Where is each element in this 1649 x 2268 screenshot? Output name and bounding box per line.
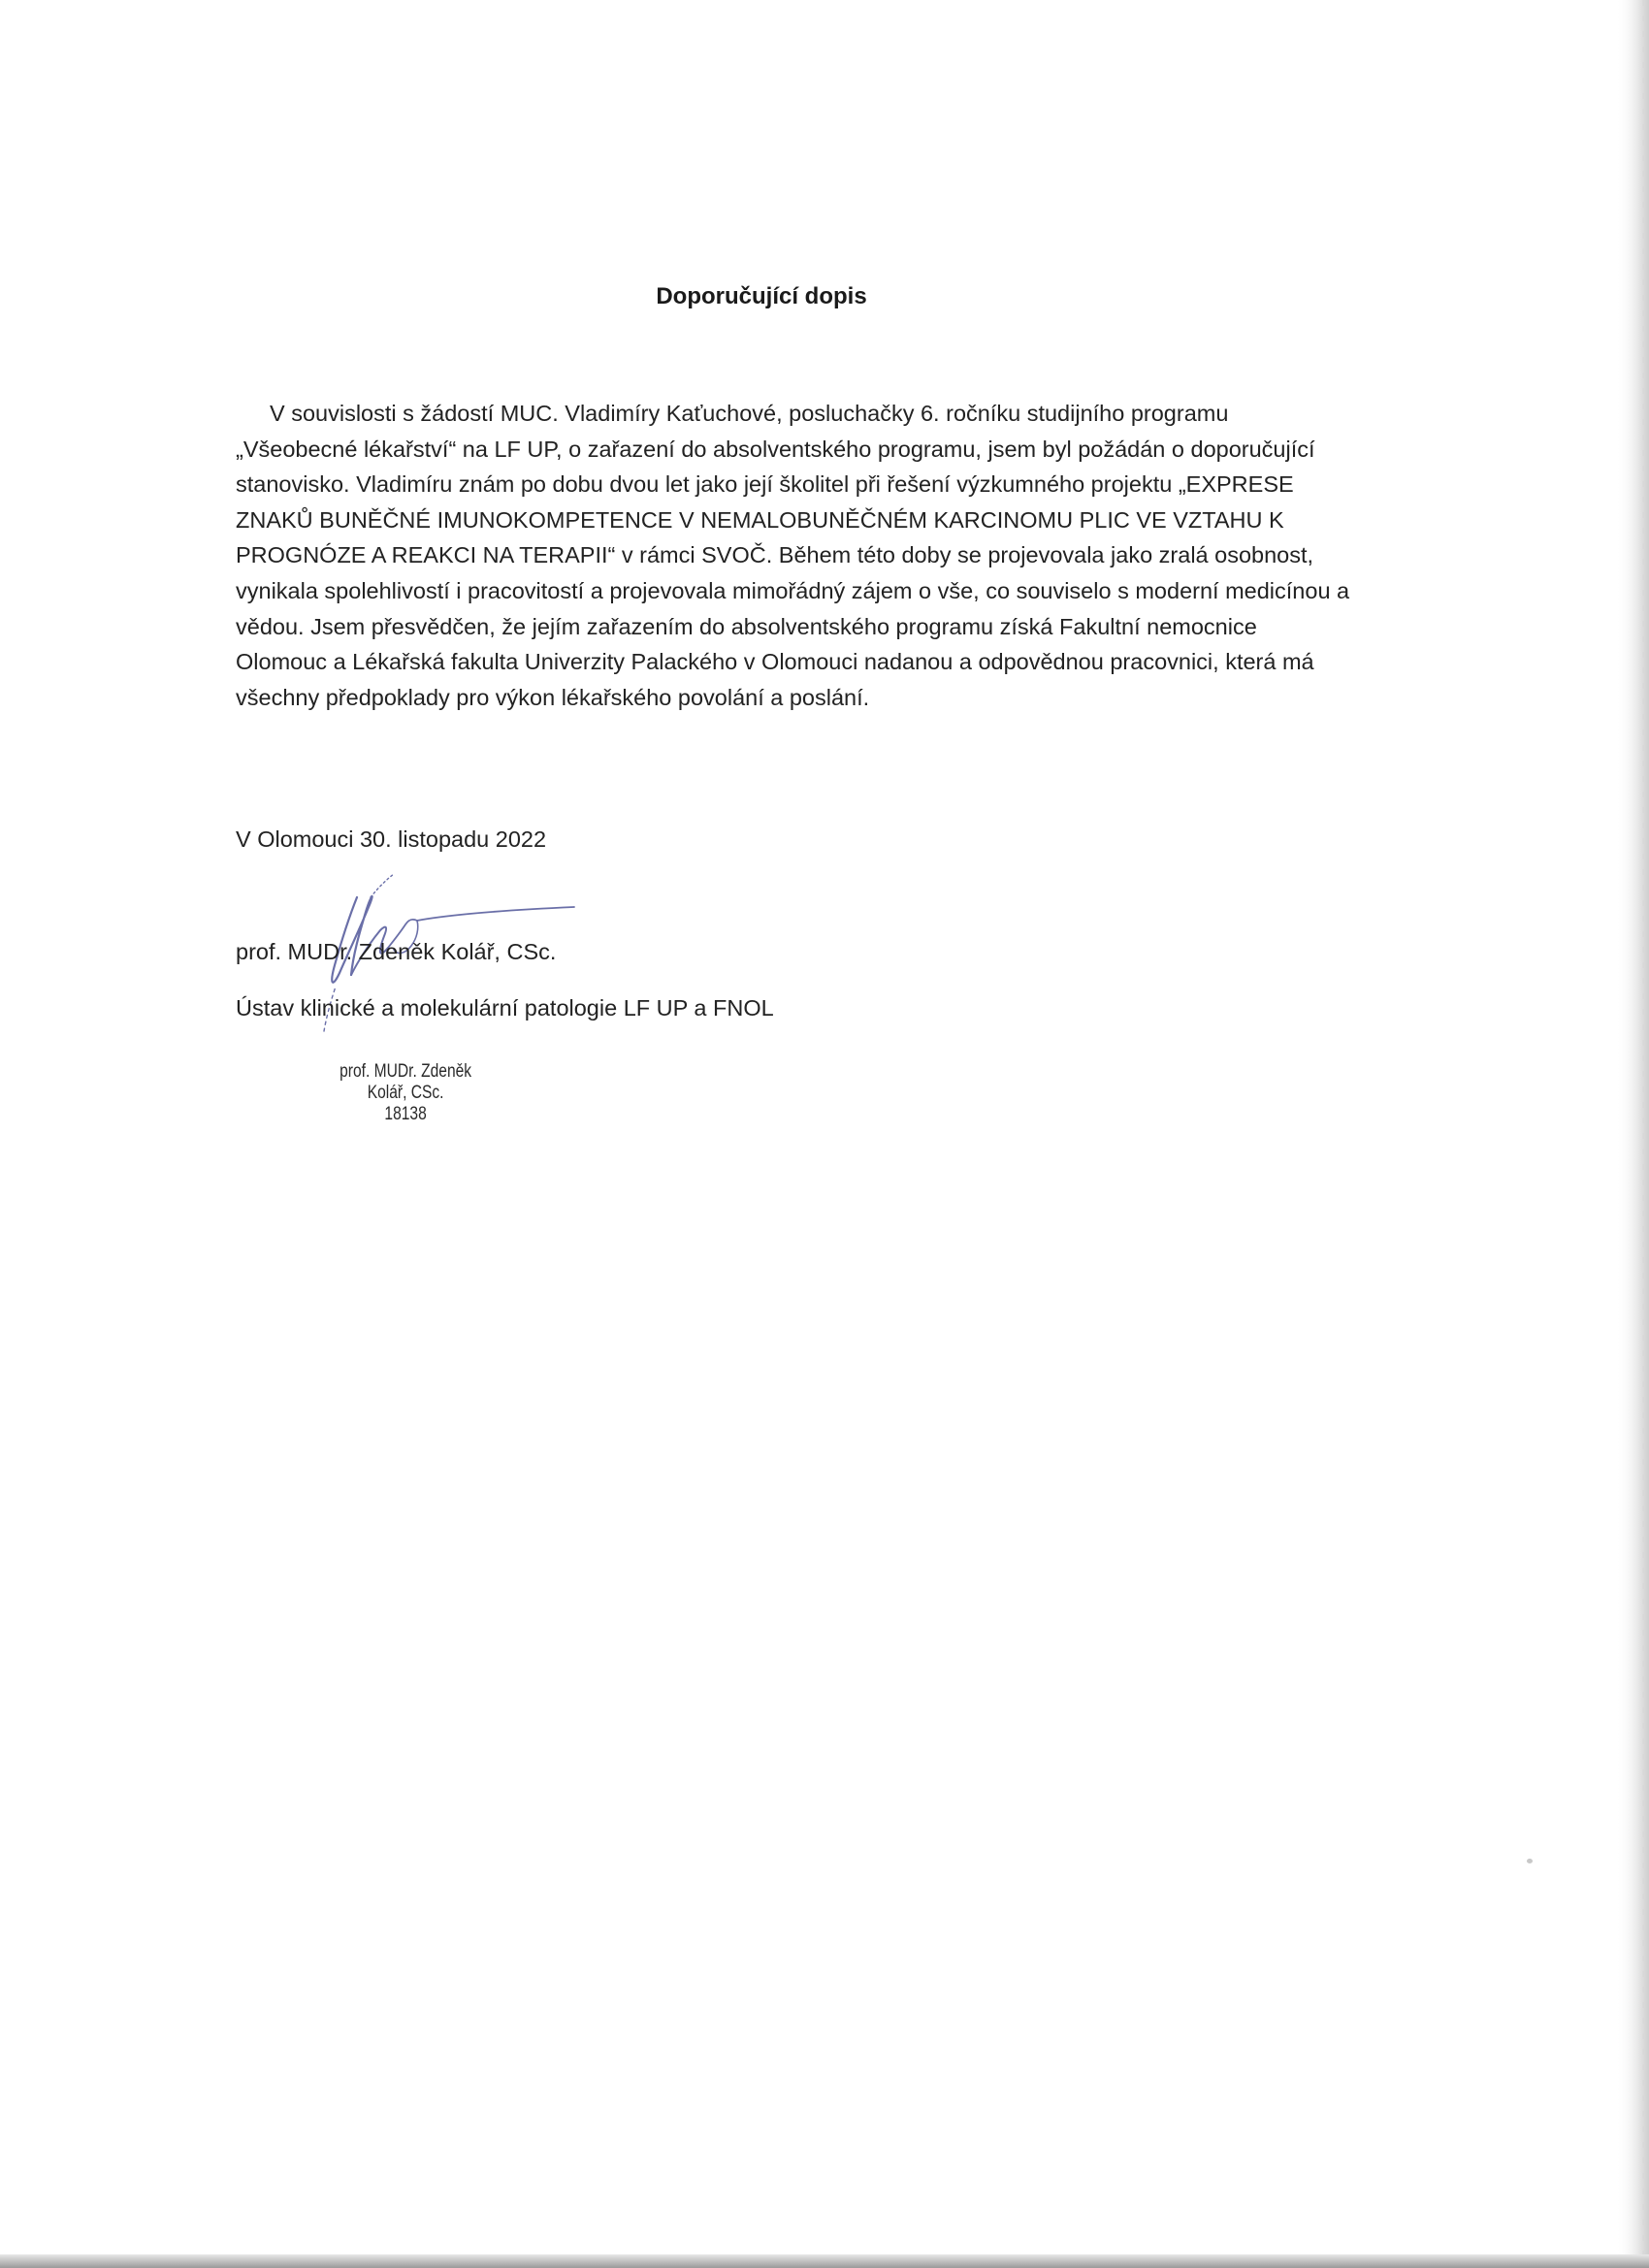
stamp — [322, 1061, 489, 1125]
letter-body — [236, 396, 1351, 715]
scan-shadow-edge — [1616, 0, 1649, 2268]
stamp-name: prof. MUDr. Zdeněk Kolář, CSc. — [340, 1061, 472, 1103]
signer-department: Ústav klinické a molekulární patologie LF UP a FNOL — [236, 995, 774, 1021]
stamp-number: 18138 — [384, 1104, 427, 1124]
letter-body-paragraph: V souvislosti s žádostí MUC. Vladimíry Kaťuchové, posluchačky 6. ročníku studijního programu „Všeobecné lékařství“ na LF UP, o zařazení do absolventského programu, jsem byl požádán o doporučující stanovisko. Vladimíru znám po dobu dvou let jako její školitel při řešení výzkumného projektu „EXPRESE ZNAKŮ BUNĚČNÉ IMUNOKOMPETENCE V NEMALOBUNĚČNÉM KARCINOMU PLIC VE VZTAHU K PROGNÓZE A REAKCI NA TERAPII“ v rámci SVOČ. Během této doby se projevovala jako zralá osobnost, vynikala spolehlivostí i pracovitostí a projevovala mimořádný zájem o vše, co souviselo s moderní medicínou a vědou. Jsem přesvědčen, že jejím zařazením do absolventského programu získá Fakultní nemocnice Olomouc a Lékařská fakulta Univerzity Palackého v Olomouci nadanou a odpovědnou pracovnici, která má všechny předpoklady pro výkon lékařského povolání a poslání. — [236, 401, 1350, 710]
scan-speck — [1527, 1859, 1533, 1863]
place-and-date: V Olomouci 30. listopadu 2022 — [236, 826, 547, 852]
letter-title: Doporučující dopis — [656, 283, 867, 309]
scan-shadow-bottom — [0, 2254, 1649, 2268]
signer-name: prof. MUDr. Zdeněk Kolář, CSc. — [236, 939, 557, 964]
